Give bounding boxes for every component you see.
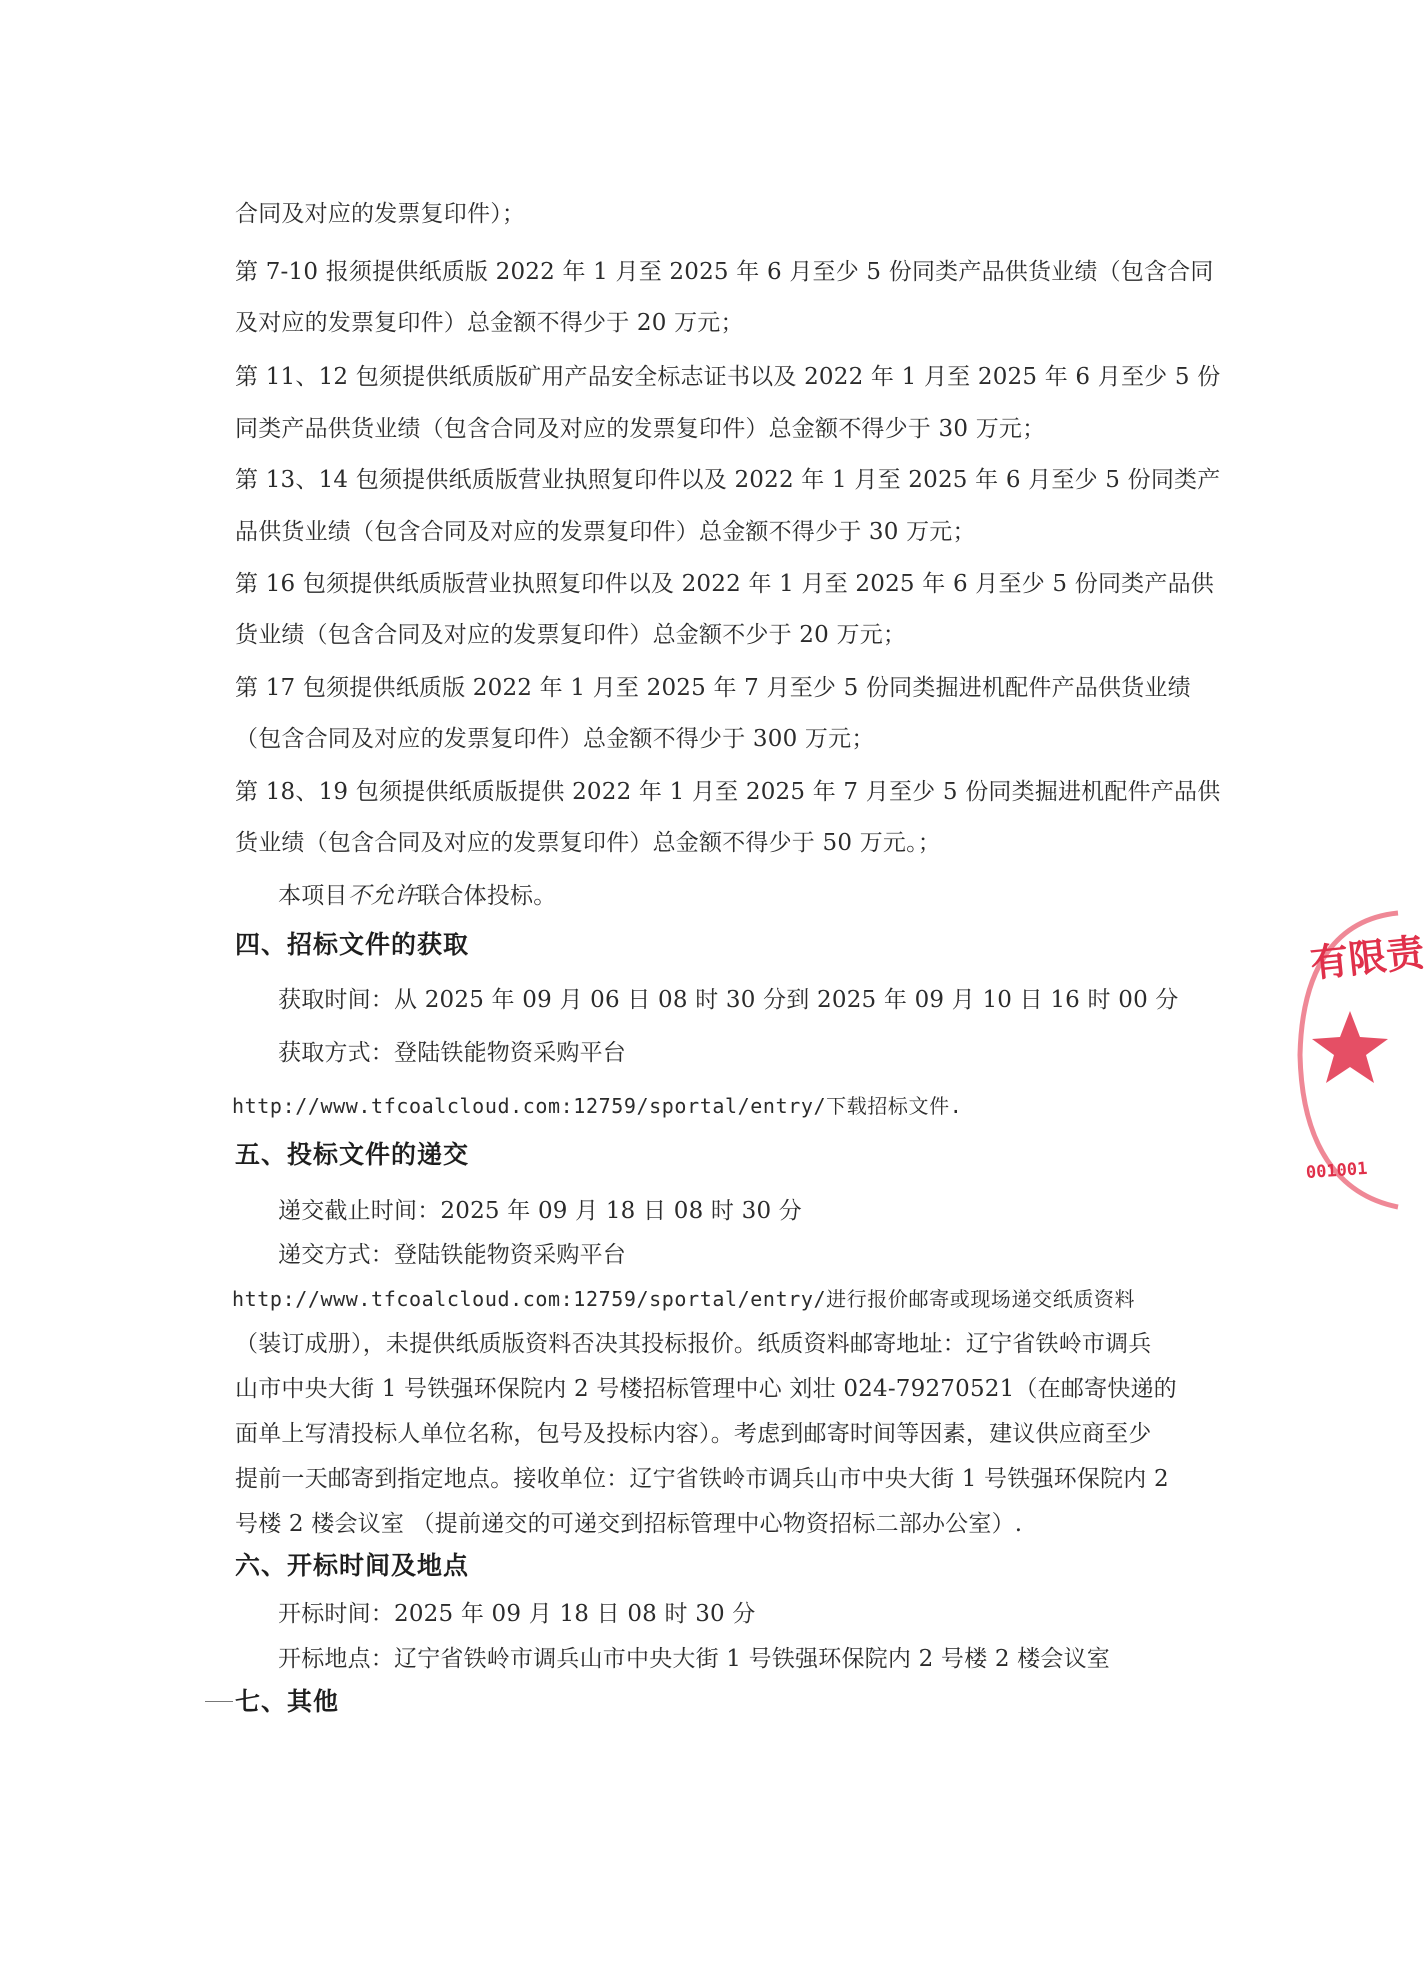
company-seal bbox=[1298, 905, 1427, 1215]
submit-method: 递交方式：登陆铁能物资采购平台 bbox=[278, 1242, 626, 1268]
consortium-prefix: 本项目 bbox=[278, 883, 348, 909]
submit-body-line: 提前一天邮寄到指定地点。接收单位：辽宁省铁岭市调兵山市中央大街 1 号铁强环保院内 2 bbox=[235, 1466, 1169, 1492]
text-line: 第 18、19 包须提供纸质版提供 2022 年 1 月至 2025 年 7 月至少 5 份同类掘进机配件产品供 bbox=[235, 779, 1221, 805]
opening-time: 开标时间：2025 年 09 月 18 日 08 时 30 分 bbox=[278, 1601, 756, 1627]
acquire-time: 获取时间：从 2025 年 09 月 06 日 08 时 30 分到 2025 年 09 月 10 日 16 时 00 分 bbox=[278, 987, 1179, 1013]
text-line: 第 13、14 包须提供纸质版营业执照复印件以及 2022 年 1 月至 2025 年 6 月至少 5 份同类产 bbox=[235, 467, 1221, 493]
opening-place: 开标地点：辽宁省铁岭市调兵山市中央大街 1 号铁强环保院内 2 号楼 2 楼会议室 bbox=[278, 1646, 1110, 1672]
section-5-heading: 五、投标文件的递交 bbox=[235, 1140, 470, 1169]
consortium-note bbox=[278, 880, 556, 912]
section-6-heading: 六、开标时间及地点 bbox=[235, 1551, 470, 1580]
text-line: （包含合同及对应的发票复印件）总金额不得少于 300 万元； bbox=[235, 726, 875, 752]
text-line: 第 17 包须提供纸质版 2022 年 1 月至 2025 年 7 月至少 5 份同类掘进机配件产品供货业绩 bbox=[235, 675, 1191, 701]
text-line: 第 11、12 包须提供纸质版矿用产品安全标志证书以及 2022 年 1 月至 2025 年 6 月至少 5 份 bbox=[235, 364, 1221, 390]
text-line: 同类产品供货业绩（包含合同及对应的发票复印件）总金额不得少于 30 万元； bbox=[235, 416, 1046, 442]
seal-code: 001001 bbox=[1305, 1158, 1369, 1184]
submit-body-line: 山市中央大街 1 号铁强环保院内 2 号楼招标管理中心 刘壮 024-79270521（在邮寄快递的 bbox=[235, 1376, 1177, 1402]
star-icon bbox=[1312, 1011, 1388, 1083]
divider bbox=[205, 1701, 233, 1702]
text-line: 及对应的发票复印件）总金额不得少于 20 万元； bbox=[235, 310, 744, 336]
seal-text: 有限责 bbox=[1308, 929, 1427, 986]
section-7-heading: 七、其他 bbox=[235, 1687, 340, 1716]
text-line: 货业绩（包含合同及对应的发票复印件）总金额不得少于 50 万元。； bbox=[235, 830, 941, 856]
submit-deadline: 递交截止时间：2025 年 09 月 18 日 08 时 30 分 bbox=[278, 1198, 802, 1224]
acquire-method: 获取方式：登陆铁能物资采购平台 bbox=[278, 1040, 626, 1066]
submit-body-line: 面单上写清投标人单位名称，包号及投标内容）。考虑到邮寄时间等因素，建议供应商至少 bbox=[235, 1421, 1152, 1447]
consortium-suffix: 联合体投标。 bbox=[417, 883, 557, 909]
acquire-url[interactable]: http://www.tfcoalcloud.com:12759/sportal/entry/下载招标文件. bbox=[232, 1094, 963, 1118]
section-4-heading: 四、招标文件的获取 bbox=[235, 930, 470, 959]
submit-body-line: （装订成册），未提供纸质版资料否决其投标报价。纸质资料邮寄地址：辽宁省铁岭市调兵 bbox=[235, 1331, 1152, 1357]
consortium-emphasis: 不允许 bbox=[347, 883, 418, 909]
text-line: 合同及对应的发票复印件）； bbox=[235, 201, 526, 227]
text-line: 货业绩（包含合同及对应的发票复印件）总金额不少于 20 万元； bbox=[235, 622, 907, 648]
text-line: 第 16 包须提供纸质版营业执照复印件以及 2022 年 1 月至 2025 年 6 月至少 5 份同类产品供 bbox=[235, 571, 1214, 597]
submit-url[interactable]: http://www.tfcoalcloud.com:12759/sportal/entry/进行报价邮寄或现场递交纸质资料 bbox=[232, 1287, 1136, 1311]
submit-body-line: 号楼 2 楼会议室 （提前递交的可递交到招标管理中心物资招标二部办公室）. bbox=[235, 1511, 1023, 1537]
text-line: 品供货业绩（包含合同及对应的发票复印件）总金额不得少于 30 万元； bbox=[235, 519, 976, 545]
text-line: 第 7-10 报须提供纸质版 2022 年 1 月至 2025 年 6 月至少 5 份同类产品供货业绩（包含合同 bbox=[235, 259, 1214, 285]
